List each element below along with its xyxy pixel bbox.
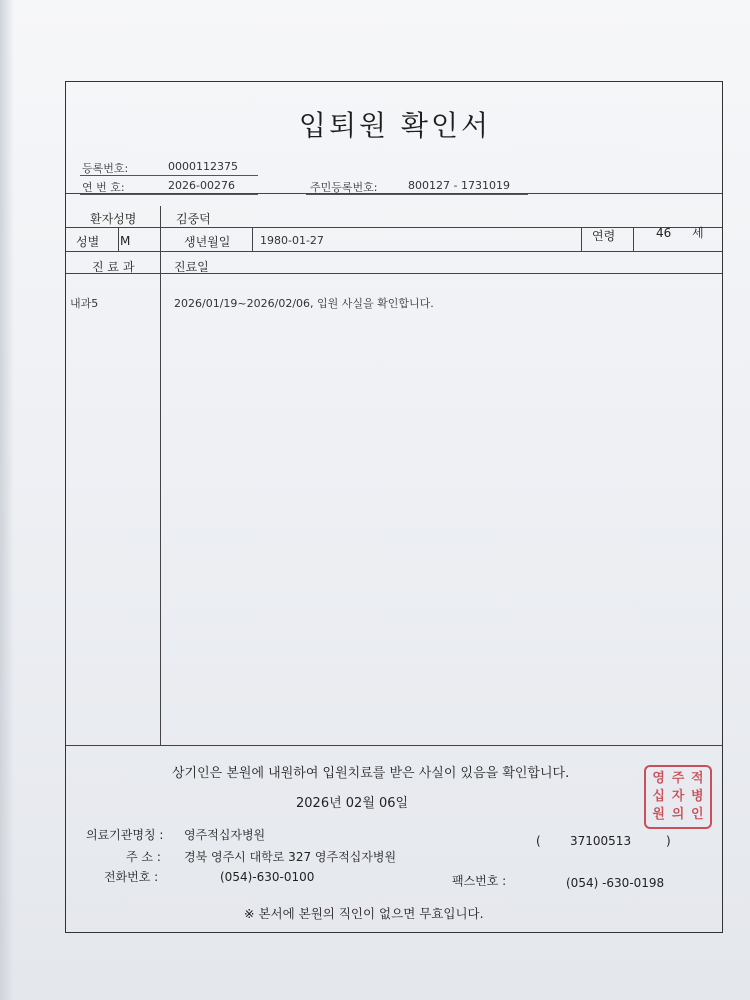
seal-char: 십 [652,789,665,804]
fax-label: 팩스번호 : [452,874,507,888]
seal-char: 영 [652,771,665,786]
seal-char: 병 [691,789,704,804]
year-no-value: 2026-00276 [168,179,235,192]
row2-rule [66,251,722,252]
dept-label: 진 료 과 [92,260,135,274]
age-unit: 세 [692,226,704,240]
body-bottom-rule [66,745,722,746]
confirmation-form [65,81,723,933]
tel-value: (054)-630-0100 [220,870,315,884]
hospital-seal-stamp [644,765,712,829]
institution-code-open: ( [536,834,541,848]
fax-value: (054) -630-0198 [566,876,665,890]
age-value-rule [633,227,634,251]
institution-code: 37100513 [570,834,632,848]
reg-no-label: 등록번호: [82,162,129,175]
address-label: 주 소 : [126,850,161,864]
age-value: 46 [656,226,672,240]
document-title: 입퇴원 확인서 [298,109,492,142]
address-value: 경북 영주시 대학로 327 영주적십자병원 [184,850,397,864]
rrn-label: 주민등록번호: [310,181,378,194]
sex-value: M [120,234,131,248]
birth-label: 생년월일 [184,235,231,249]
seal-char: 자 [671,789,685,804]
seal-char: 원 [652,807,665,822]
row1-rule [66,227,722,228]
sex-label-rule [118,227,119,251]
institution-code-close: ) [666,834,671,848]
seal-char: 인 [691,807,704,822]
age-label-rule [581,227,582,251]
paper-edge-shadow [0,0,14,1000]
rrn-underline [306,194,528,195]
year-no-underline [80,194,258,195]
validity-notice: ※ 본서에 본원의 직인이 없으면 무효입니다. [244,906,484,921]
confirm-text: 상기인은 본원에 내원하여 입원치료를 받은 사실이 있음을 확인합니다. [172,766,570,781]
birth-value: 1980-01-27 [260,234,324,247]
seal-char: 주 [671,771,685,786]
seal-char: 적 [691,771,704,786]
reg-no-value: 0000112375 [168,160,238,173]
row3-rule [66,273,722,274]
rrn-value: 800127 - 1731019 [408,179,510,192]
dept-value: 내과5 [70,297,99,310]
table-top-rule [66,193,722,194]
tel-label: 전화번호 : [104,870,159,884]
institution-name: 영주적십자병원 [184,828,266,842]
reg-no-underline [80,175,258,176]
admission-statement: 2026/01/19~2026/02/06, 입원 사실을 확인합니다. [174,297,434,310]
issue-date: 2026년 02월 06일 [296,796,409,811]
patient-name-value: 김중덕 [176,212,211,226]
seal-char: 의 [671,807,685,822]
year-no-label: 연 번 호: [82,181,125,194]
treatment-date-label: 진료일 [174,260,209,274]
label-column-rule [160,206,161,745]
age-label: 연령 [592,229,616,243]
institution-label: 의료기관명칭 : [86,828,164,842]
birth-label-rule [252,227,253,251]
sex-label: 성별 [76,235,100,249]
patient-name-label: 환자성명 [90,212,137,226]
